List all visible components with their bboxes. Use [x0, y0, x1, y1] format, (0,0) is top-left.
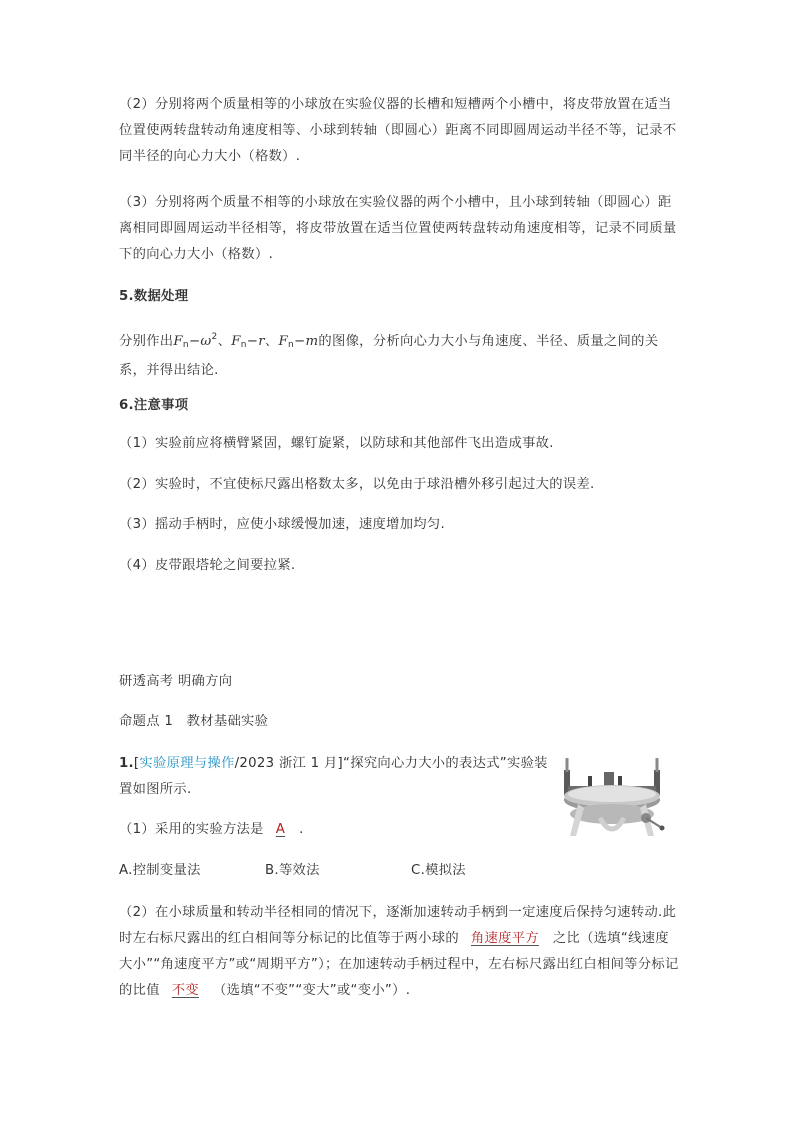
answer-blank-method: A	[275, 822, 286, 837]
question-1-part-1: （1）采用的实验方法是 A .	[119, 822, 304, 837]
option-a: A.控制变量法	[119, 863, 201, 878]
answer-blank-ratio: 角速度平方	[470, 931, 539, 946]
note-item-2: （2）实验时，不宜使标尺露出格数太多，以免由于球沿槽外移引起过大的误差.	[119, 477, 595, 492]
answer-blank-change: 不变	[171, 983, 199, 998]
question-1-part-2: （2）在小球质量和转动半径相同的情况下，逐渐加速转动手柄到一定速度后保持匀速转动.此时左右标尺露出的红白相间等分标记的比值等于两小球的 角速度平方 之比（选填“线速度大小”“角速度平方”或“周期平方”）；在加速转动手柄过程中，左右标尺露出红白相间等分标记的比值 不变 （选填“不变”“变大”或“变小”）.	[119, 905, 679, 998]
note-item-3: （3）摇动手柄时，应使小球缓慢加速，速度增加均匀.	[119, 517, 446, 532]
section-5-heading: 5.数据处理	[119, 289, 189, 304]
section-5-body: 分别作出$F_n-\omega^2$、$F_n-r$、$F_n-m$的图像，分析向心力大小与角速度、半径、质量之间的关系，并得出结论.	[119, 332, 659, 378]
option-b: B.等效法	[265, 863, 320, 878]
note-item-4: （4）皮带跟塔轮之间要拉紧.	[119, 558, 296, 573]
section-6-heading: 6.注意事项	[119, 398, 189, 413]
method-options	[119, 858, 679, 884]
proposition-point: 命题点 1 教材基础实验	[119, 714, 269, 729]
question-1-stem: 1.[实验原理与操作/2023 浙江 1 月]“探究向心力大小的表达式”实验装置如图所示.	[119, 756, 548, 797]
topic-tag-link[interactable]: 实验原理与操作	[139, 756, 235, 771]
step-2-paragraph: （2）分别将两个质量相等的小球放在实验仪器的长槽和短槽两个小槽中，将皮带放置在适当位置使两转盘转动角速度相等、小球到转轴（即圆心）距离不同即圆周运动半径不等，记录不同半径的向心力大小（格数）.	[119, 97, 677, 164]
study-title: 研透高考 明确方向	[119, 674, 233, 689]
step-3-paragraph: （3）分别将两个质量不相等的小球放在实验仪器的两个小槽中，且小球到转轴（即圆心）距离相同即圆周运动半径相等，将皮带放置在适当位置使两转盘转动角速度相等，记录不同质量下的向心力大小（格数）.	[119, 195, 677, 262]
note-item-1: （1）实验前应将横臂紧固，螺钉旋紧，以防球和其他部件飞出造成事故.	[119, 436, 554, 451]
option-c: C.模拟法	[411, 863, 466, 878]
